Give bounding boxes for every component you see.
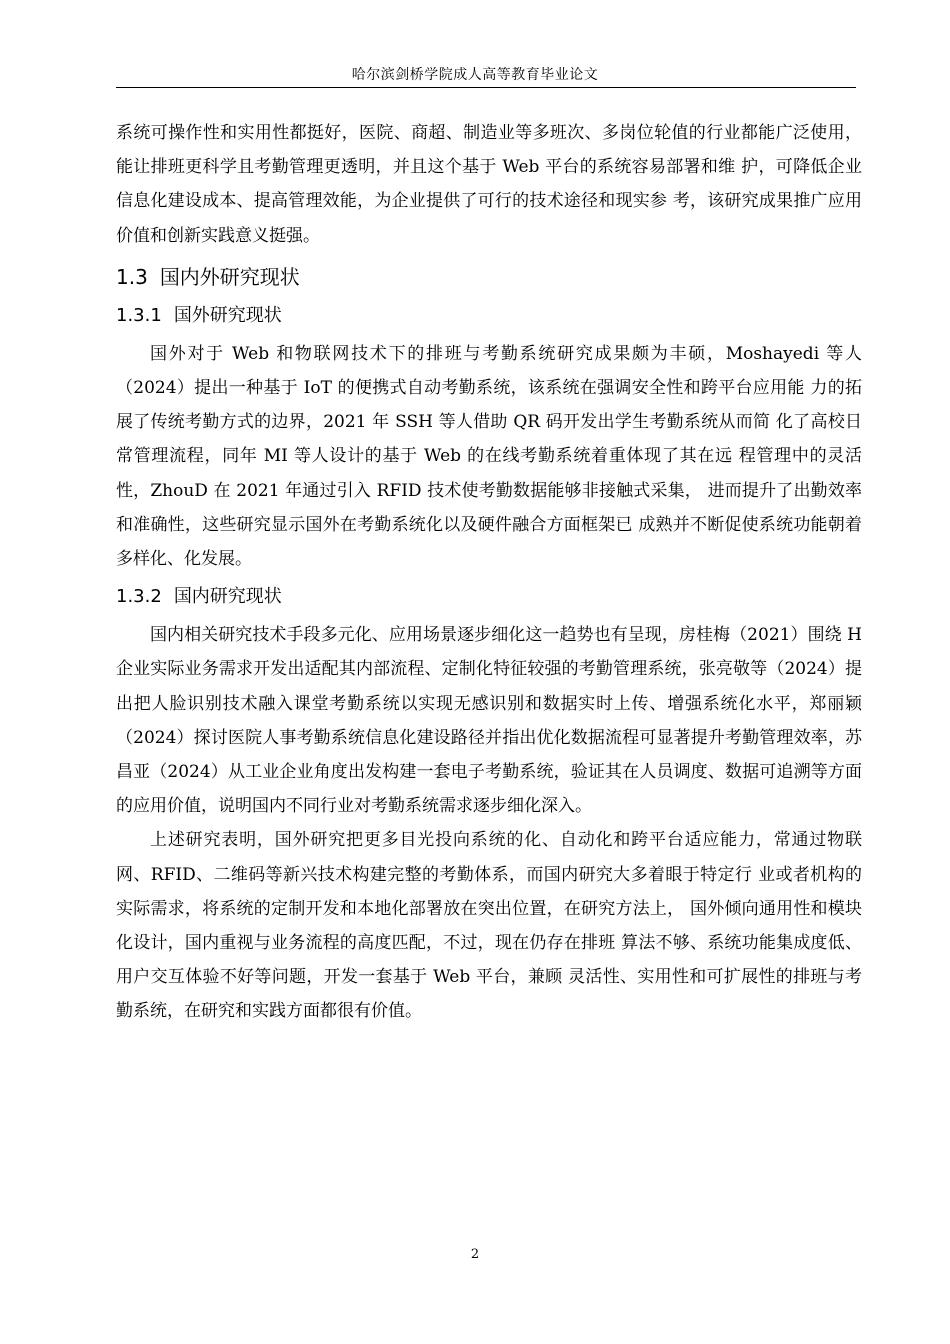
paragraph-foreign-research: 国外对于 Web 和物联网技术下的排班与考勤系统研究成果颇为丰硕，Moshayedi 等人 （2024）提出一种基于 IoT 的便携式自动考勤系统，该系统在强调安全性和跨平台应用能 力的拓展了传统考勤方式的边界，2021 年 SSH 等人借助 QR 码开发出学生考勤系统从而简 化了高校日常管理流程，同年 MI 等人设计的基于 Web 的在线考勤系统着重体现了其在远 程管理中的灵活性，ZhouD 在 2021 年通过引入 RFID 技术使考勤数据能够非接触式采集， 进而提升了出勤效率和准确性，这些研究显示国外在考勤系统化以及硬件融合方面框架已 成熟并不断促使系统功能朝着多样化、化发展。 xyxy=(116,343,862,570)
header-divider xyxy=(116,87,856,88)
paragraph-continuation: 系统可操作性和实用性都挺好，医院、商超、制造业等多班次、多岗位轮值的行业都能广泛使用，能让排班更科学且考勤管理更透明，并且这个基于 Web 平台的系统容易部署和维 护，可降低企业信息化建设成本、提高管理效能，为企业提供了可行的技术途径和现实参 考，该研究成果推广应用价值和创新实践意义挺强。 xyxy=(116,123,862,246)
subsection-number: 1.3.1 xyxy=(116,304,162,326)
subsection-heading-1-3-2 xyxy=(116,580,862,614)
page-number: 2 xyxy=(470,1247,480,1262)
paragraph-domestic-research: 国内相关研究技术手段多元化、应用场景逐步细化这一趋势也有呈现，房桂梅（2021）围绕 H 企业实际业务需求开发出适配其内部流程、定制化特征较强的考勤管理系统，张亮敬等（2024）提出把人脸识别技术融入课堂考勤系统以实现无感识别和数据实时上传、增强系统化水平，郑丽颖（2024）探讨医院人事考勤系统信息化建设路径并指出优化数据流程可显著提升考勤管理效率，苏昌亚（2024）从工业企业角度出发构建一套电子考勤系统，验证其在人员调度、数据可追溯等方面的应用价值，说明国内不同行业对考勤系统需求逐步细化深入。 xyxy=(116,625,862,817)
subsection-heading-1-3-1 xyxy=(116,299,862,333)
paragraph-summary: 上述研究表明，国外研究把更多目光投向系统的化、自动化和跨平台适应能力，常通过物联网、RFID、二维码等新兴技术构建完整的考勤体系，而国内研究大多着眼于特定行 业或者机构的实际需求，将系统的定制开发和本地化部署放在突出位置，在研究方法上， 国外倾向通用性和模块化设计，国内重视与业务流程的高度匹配，不过，现在仍存在排班 算法不够、系统功能集成度低、用户交互体验不好等问题，开发一套基于 Web 平台，兼顾 灵活性、实用性和可扩展性的排班与考勤系统，在研究和实践方面都很有价值。 xyxy=(116,830,862,1022)
running-header: 哈尔滨剑桥学院成人高等教育毕业论文 xyxy=(351,67,599,83)
section-title: 国内外研究现状 xyxy=(159,264,300,289)
page-body xyxy=(116,116,862,1029)
subsection-title: 国内研究现状 xyxy=(173,586,282,608)
subsection-number: 1.3.2 xyxy=(116,586,162,608)
subsection-title: 国外研究现状 xyxy=(173,304,282,326)
section-number: 1.3 xyxy=(116,264,148,289)
section-heading-1-3 xyxy=(116,259,862,295)
